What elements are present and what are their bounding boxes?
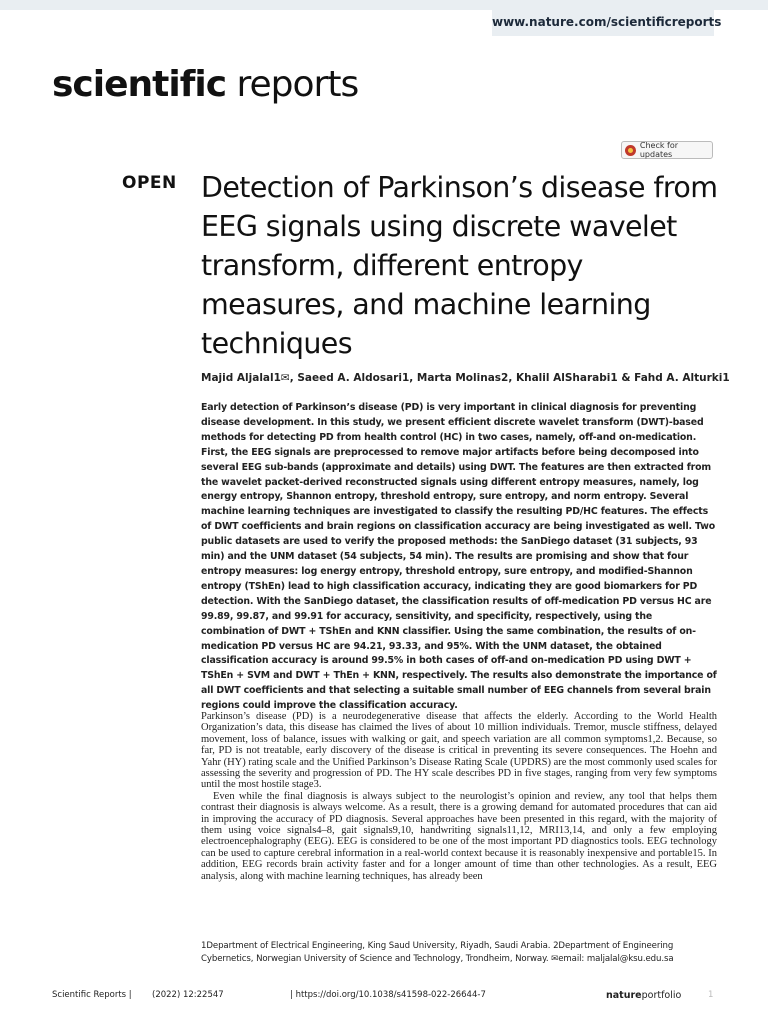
page-footer xyxy=(52,990,716,1004)
journal-url[interactable]: www.nature.com/scientificreports xyxy=(492,8,714,36)
body-paragraph: Even while the final diagnosis is always subject to the neurologist’s opinion and review, any tool that helps them contrast their diagnosis is always welcome. As a result, there is a growing demand for automated procedures that can aid in improving the accuracy of PD diagnosis. Several approaches have been presented in this regard, with the majority of them using voice signals4–8, gait signals9,10, handwriting signals11,12, MRI13,14, and only a few employing electroencephalography (EEG). EEG is considered to be one of the most important PD diagnostics tools. EEG technology can be used to capture cerebral information in a real-world context because it is reasonably inexpensive and portable15. In addition, EEG records brain activity faster and for a longer amount of time than other technologies. As a result, EEG analysis, along with machine learning techniques, has already been xyxy=(201,790,717,882)
crossmark-icon xyxy=(625,145,636,156)
footer-doi-link[interactable]: | https://doi.org/10.1038/s41598-022-26644-7 xyxy=(290,990,486,1000)
publisher-bold: nature xyxy=(606,990,642,1001)
journal-logo xyxy=(52,64,358,105)
publisher-logo xyxy=(606,990,681,1001)
footer-journal: Scientific Reports | xyxy=(52,990,132,1000)
page-number: 1 xyxy=(708,990,714,1000)
check-for-updates-button[interactable] xyxy=(621,141,713,159)
open-access-label: OPEN xyxy=(122,173,177,193)
author-list: Majid Aljalal1✉, Saeed A. Aldosari1, Marta Molinas2, Khalil AlSharabi1 & Fahd A. Alturki1 xyxy=(201,372,730,384)
publisher-light: portfolio xyxy=(641,990,682,1001)
logo-light-text: reports xyxy=(226,64,359,105)
abstract: Early detection of Parkinson’s disease (PD) is very important in clinical diagnosis for preventing disease development. In this study, we present efficient discrete wavelet transform (DWT)-based methods for detecting PD from health control (HC) in two cases, namely, off-and on-medication. First, the EEG signals are preprocessed to remove major artifacts before being decomposed into several EEG sub-bands (approximate and details) using DWT. The features are then extracted from the wavelet packet-derived reconstructed signals using different entropy measures, namely, log energy entropy, Shannon entropy, threshold entropy, sure entropy, and norm entropy. Several machine learning techniques are investigated to classify the resulting PD/HC features. The effects of DWT coefficients and brain regions on classification accuracy are being investigated as well. Two public datasets are used to verify the proposed methods: the SanDiego dataset (31 subjects, 93 min) and the UNM dataset (54 subjects, 54 min). The results are promising and show that four entropy measures: log energy entropy, threshold entropy, sure entropy, and modified-Shannon entropy (TShEn) lead to high classification accuracy, indicating they are good biomarkers for PD detection. With the SanDiego dataset, the classification results of off-medication PD versus HC are 99.89, 99.87, and 99.91 for accuracy, sensitivity, and specificity, respectively, using the combination of DWT + TShEn and KNN classifier. Using the same combination, the results of on-medication PD versus HC are 94.21, 93.33, and 95%. With the UNM dataset, the obtained classification accuracy is around 99.5% in both cases of off-and on-medication PD using DWT + TShEn + SVM and DWT + ThEn + KNN, respectively. The results also demonstrate the importance of all DWT coefficients and that selecting a suitable small number of EEG channels from several brain regions could improve the classification accuracy. xyxy=(201,402,717,712)
affiliations: 1Department of Electrical Engineering, King Saud University, Riyadh, Saudi Arabia. 2Department of Engineering Cybernetics, Norwegian University of Science and Technology, Trondheim, Norway. ✉email: maljalal@ksu.edu.sa xyxy=(201,941,674,964)
body-paragraph: Parkinson’s disease (PD) is a neurodegenerative disease that affects the elderly. According to the World Health Organization’s data, this disease has claimed the lives of about 10 million individuals. Tremor, muscle stiffness, delayed movement, loss of balance, issues with walking or gait, and speech variation are all common symptoms1,2. Because, so far, PD is not treatable, early discovery of the disease is critical in preventing its severe consequences. The Hoehn and Yahr (HY) rating scale and the Unified Parkinson’s Disease Rating Scale (UPDRS) are the most commonly used scales for assessing the severity and progression of PD. The HY scale describes PD in five stages, ranging from very few symptoms until the most hostile stage3. xyxy=(201,711,717,791)
logo-bold-text: scientific xyxy=(52,64,227,105)
article-title: Detection of Parkinson’s disease from EEG signals using discrete wavelet transform, different entropy measures, and machine learning techniques xyxy=(201,171,718,360)
article-body xyxy=(201,711,717,882)
footer-citation: (2022) 12:22547 xyxy=(152,990,224,1000)
check-updates-label: Check for updates xyxy=(639,141,679,159)
